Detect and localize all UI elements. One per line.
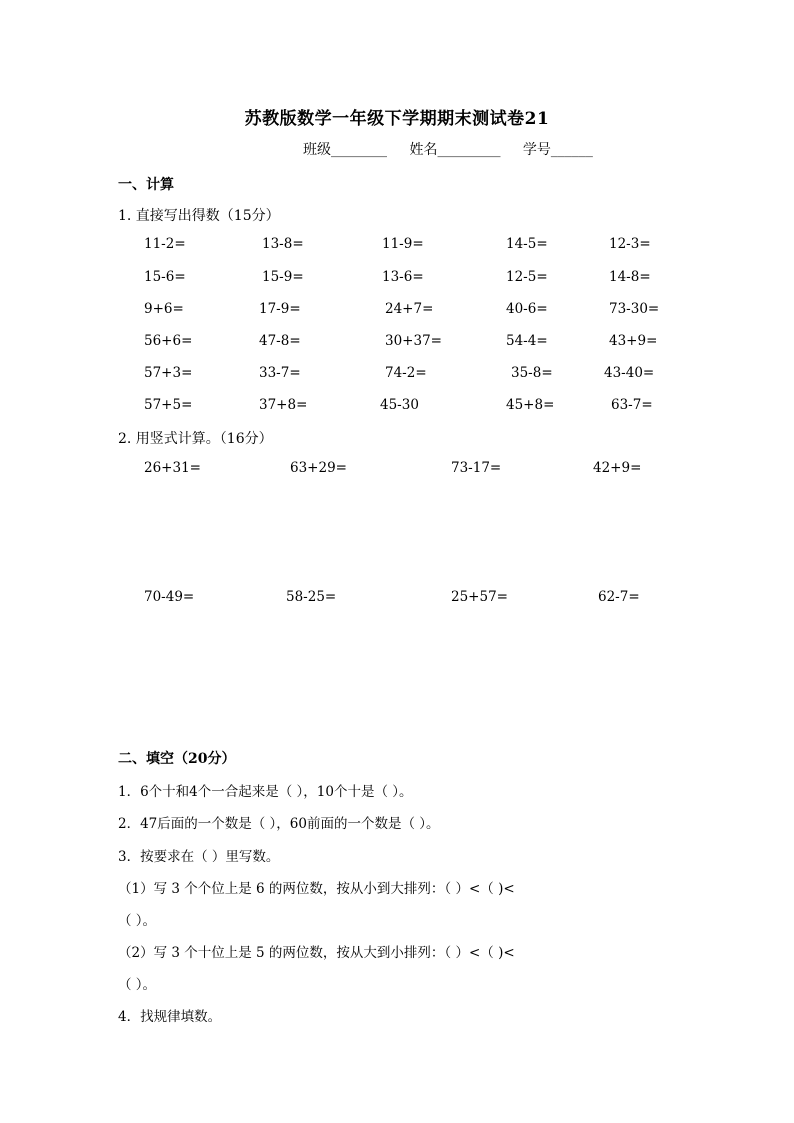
- fill-blank-line: （ ）。: [118, 913, 157, 929]
- math-item: 54-4=: [506, 333, 548, 349]
- vertical-calc-item: 70-49=: [144, 589, 195, 605]
- math-item: 74-2=: [385, 365, 427, 381]
- math-item: 35-8=: [511, 365, 553, 381]
- fill-blank-line: 3．按要求在（ ）里写数。: [118, 849, 280, 865]
- math-item: 12-5=: [506, 269, 548, 285]
- student-info: [303, 139, 611, 159]
- math-item: 14-5=: [506, 236, 548, 252]
- fill-blank-line: 4．找规律填数。: [118, 1009, 222, 1025]
- class-field: 班级________: [303, 142, 387, 158]
- vertical-calc-item: 25+57=: [451, 589, 508, 605]
- fill-blank-line: （ ）。: [118, 977, 157, 993]
- math-item: 45+8=: [506, 397, 555, 413]
- question-1-label: 1. 直接写出得数（15分）: [118, 208, 280, 224]
- math-item: 11-2=: [144, 236, 186, 252]
- math-item: 11-9=: [382, 236, 424, 252]
- section-2-heading: 二、填空（20分）: [118, 751, 236, 767]
- math-item: 47-8=: [259, 333, 301, 349]
- page-title: 苏教版数学一年级下学期期末测试卷21: [244, 109, 550, 129]
- math-item: 9+6=: [144, 301, 184, 317]
- math-item: 13-8=: [262, 236, 304, 252]
- math-item: 37+8=: [259, 397, 308, 413]
- name-field: 姓名_________: [409, 142, 501, 158]
- math-item: 13-6=: [382, 269, 424, 285]
- math-item: 15-6=: [144, 269, 186, 285]
- math-item: 15-9=: [262, 269, 304, 285]
- math-item: 24+7=: [385, 301, 434, 317]
- fill-blank-line: 2．47后面的一个数是（ ），60前面的一个数是（ ）。: [118, 816, 440, 832]
- math-item: 12-3=: [609, 236, 651, 252]
- vertical-calc-item: 63+29=: [290, 460, 347, 476]
- math-item: 14-8=: [609, 269, 651, 285]
- math-item: 40-6=: [506, 301, 548, 317]
- math-item: 45-30: [380, 397, 419, 413]
- fill-blank-line: （1）写 3 个个位上是 6 的两位数，按从小到大排列：（ ）<（ )<: [118, 881, 515, 897]
- math-item: 57+3=: [144, 365, 193, 381]
- math-item: 57+5=: [144, 397, 193, 413]
- fill-blank-line: 1．6个十和4个一合起来是（ ），10个十是（ ）。: [118, 784, 413, 800]
- section-1-heading: 一、计算: [118, 177, 174, 193]
- fill-blank-line: （2）写 3 个十位上是 5 的两位数，按从大到小排列：（ ）<（ )<: [118, 945, 515, 961]
- math-item: 43+9=: [609, 333, 658, 349]
- math-item: 63-7=: [611, 397, 653, 413]
- vertical-calc-item: 42+9=: [593, 460, 642, 476]
- math-item: 73-30=: [609, 301, 660, 317]
- math-item: 56+6=: [144, 333, 193, 349]
- student-id-field: 学号______: [522, 142, 593, 158]
- math-item: 33-7=: [259, 365, 301, 381]
- vertical-calc-item: 73-17=: [451, 460, 502, 476]
- math-item: 17-9=: [259, 301, 301, 317]
- vertical-calc-item: 58-25=: [286, 589, 337, 605]
- math-item: 30+37=: [385, 333, 442, 349]
- math-item: 43-40=: [604, 365, 655, 381]
- vertical-calc-item: 62-7=: [598, 589, 640, 605]
- question-2-label: 2. 用竖式计算。（16分）: [118, 431, 273, 447]
- vertical-calc-item: 26+31=: [144, 460, 201, 476]
